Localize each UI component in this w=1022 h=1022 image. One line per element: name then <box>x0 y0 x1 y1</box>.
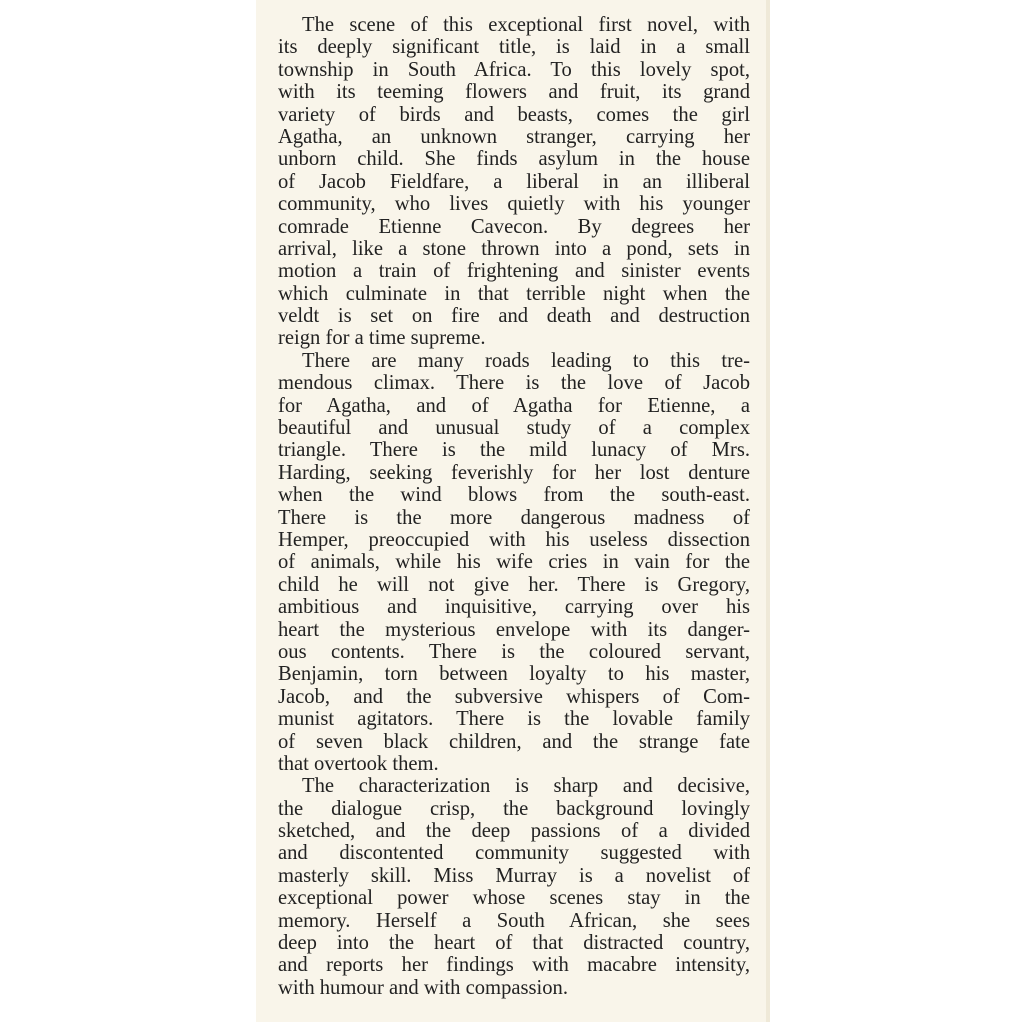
text-line: Harding, seeking feverishly for her lost denture <box>278 461 750 484</box>
blurb-paragraph-3 <box>278 775 750 999</box>
text-line: variety of birds and beasts, comes the girl <box>278 103 750 126</box>
text-line: and reports her findings with macabre intensity, <box>278 954 750 977</box>
text-line: with humour and with compassion. <box>278 976 569 999</box>
text-line: community, who lives quietly with his younger <box>278 193 750 216</box>
text-line: exceptional power whose scenes stay in the <box>278 887 750 910</box>
text-line: masterly skill. Miss Murray is a novelist of <box>278 864 750 887</box>
book-blurb-text <box>278 14 750 999</box>
text-line: unborn child. She finds asylum in the house <box>278 148 750 171</box>
text-line: motion a train of frightening and sinister events <box>278 260 750 283</box>
text-line: triangle. There is the mild lunacy of Mrs. <box>278 439 750 462</box>
text-line: of Jacob Fieldfare, a liberal in an illiberal <box>278 170 750 193</box>
text-line: of seven black children, and the strange fate <box>278 730 750 753</box>
text-line: that overtook them. <box>278 752 439 775</box>
text-line: township in South Africa. To this lovely spot, <box>278 58 750 81</box>
text-line: Agatha, an unknown stranger, carrying her <box>278 125 750 148</box>
text-line: sketched, and the deep passions of a divided <box>278 820 750 843</box>
blurb-paragraph-1 <box>278 14 750 350</box>
text-line: its deeply significant title, is laid in a small <box>278 36 750 59</box>
text-line: The characterization is sharp and decisive, <box>302 775 750 798</box>
text-line: Jacob, and the subversive whispers of Com- <box>278 685 750 708</box>
text-line: with its teeming flowers and fruit, its grand <box>278 81 750 104</box>
text-line: deep into the heart of that distracted country, <box>278 932 750 955</box>
page-edge <box>766 0 770 1022</box>
text-line: of animals, while his wife cries in vain for the <box>278 551 750 574</box>
text-line: ambitious and inquisitive, carrying over his <box>278 596 750 619</box>
text-line: munist agitators. There is the lovable family <box>278 708 750 731</box>
text-line: There are many roads leading to this tre- <box>302 349 750 372</box>
text-line: Benjamin, torn between loyalty to his master, <box>278 663 750 686</box>
text-line: reign for a time supreme. <box>278 327 486 350</box>
blurb-paragraph-2 <box>278 350 750 775</box>
text-line: comrade Etienne Cavecon. By degrees her <box>278 215 750 238</box>
text-line: child he will not give her. There is Gregory, <box>278 573 750 596</box>
text-line: beautiful and unusual study of a complex <box>278 417 750 440</box>
text-line: for Agatha, and of Agatha for Etienne, a <box>278 394 750 417</box>
text-line: ous contents. There is the coloured servant, <box>278 640 750 663</box>
text-line: heart the mysterious envelope with its danger- <box>278 618 750 641</box>
text-line: Hemper, preoccupied with his useless dissection <box>278 528 750 551</box>
text-line: mendous climax. There is the love of Jacob <box>278 372 750 395</box>
text-line: which culminate in that terrible night when the <box>278 282 750 305</box>
text-line: the dialogue crisp, the background lovingly <box>278 797 750 820</box>
text-line: There is the more dangerous madness of <box>278 506 750 529</box>
text-line: and discontented community suggested with <box>278 842 750 865</box>
text-line: veldt is set on fire and death and destruction <box>278 305 750 328</box>
text-line: when the wind blows from the south-east. <box>278 484 750 507</box>
text-line: memory. Herself a South African, she sees <box>278 909 750 932</box>
text-line: arrival, like a stone thrown into a pond, sets in <box>278 237 750 260</box>
text-line: The scene of this exceptional first novel, with <box>302 14 750 36</box>
